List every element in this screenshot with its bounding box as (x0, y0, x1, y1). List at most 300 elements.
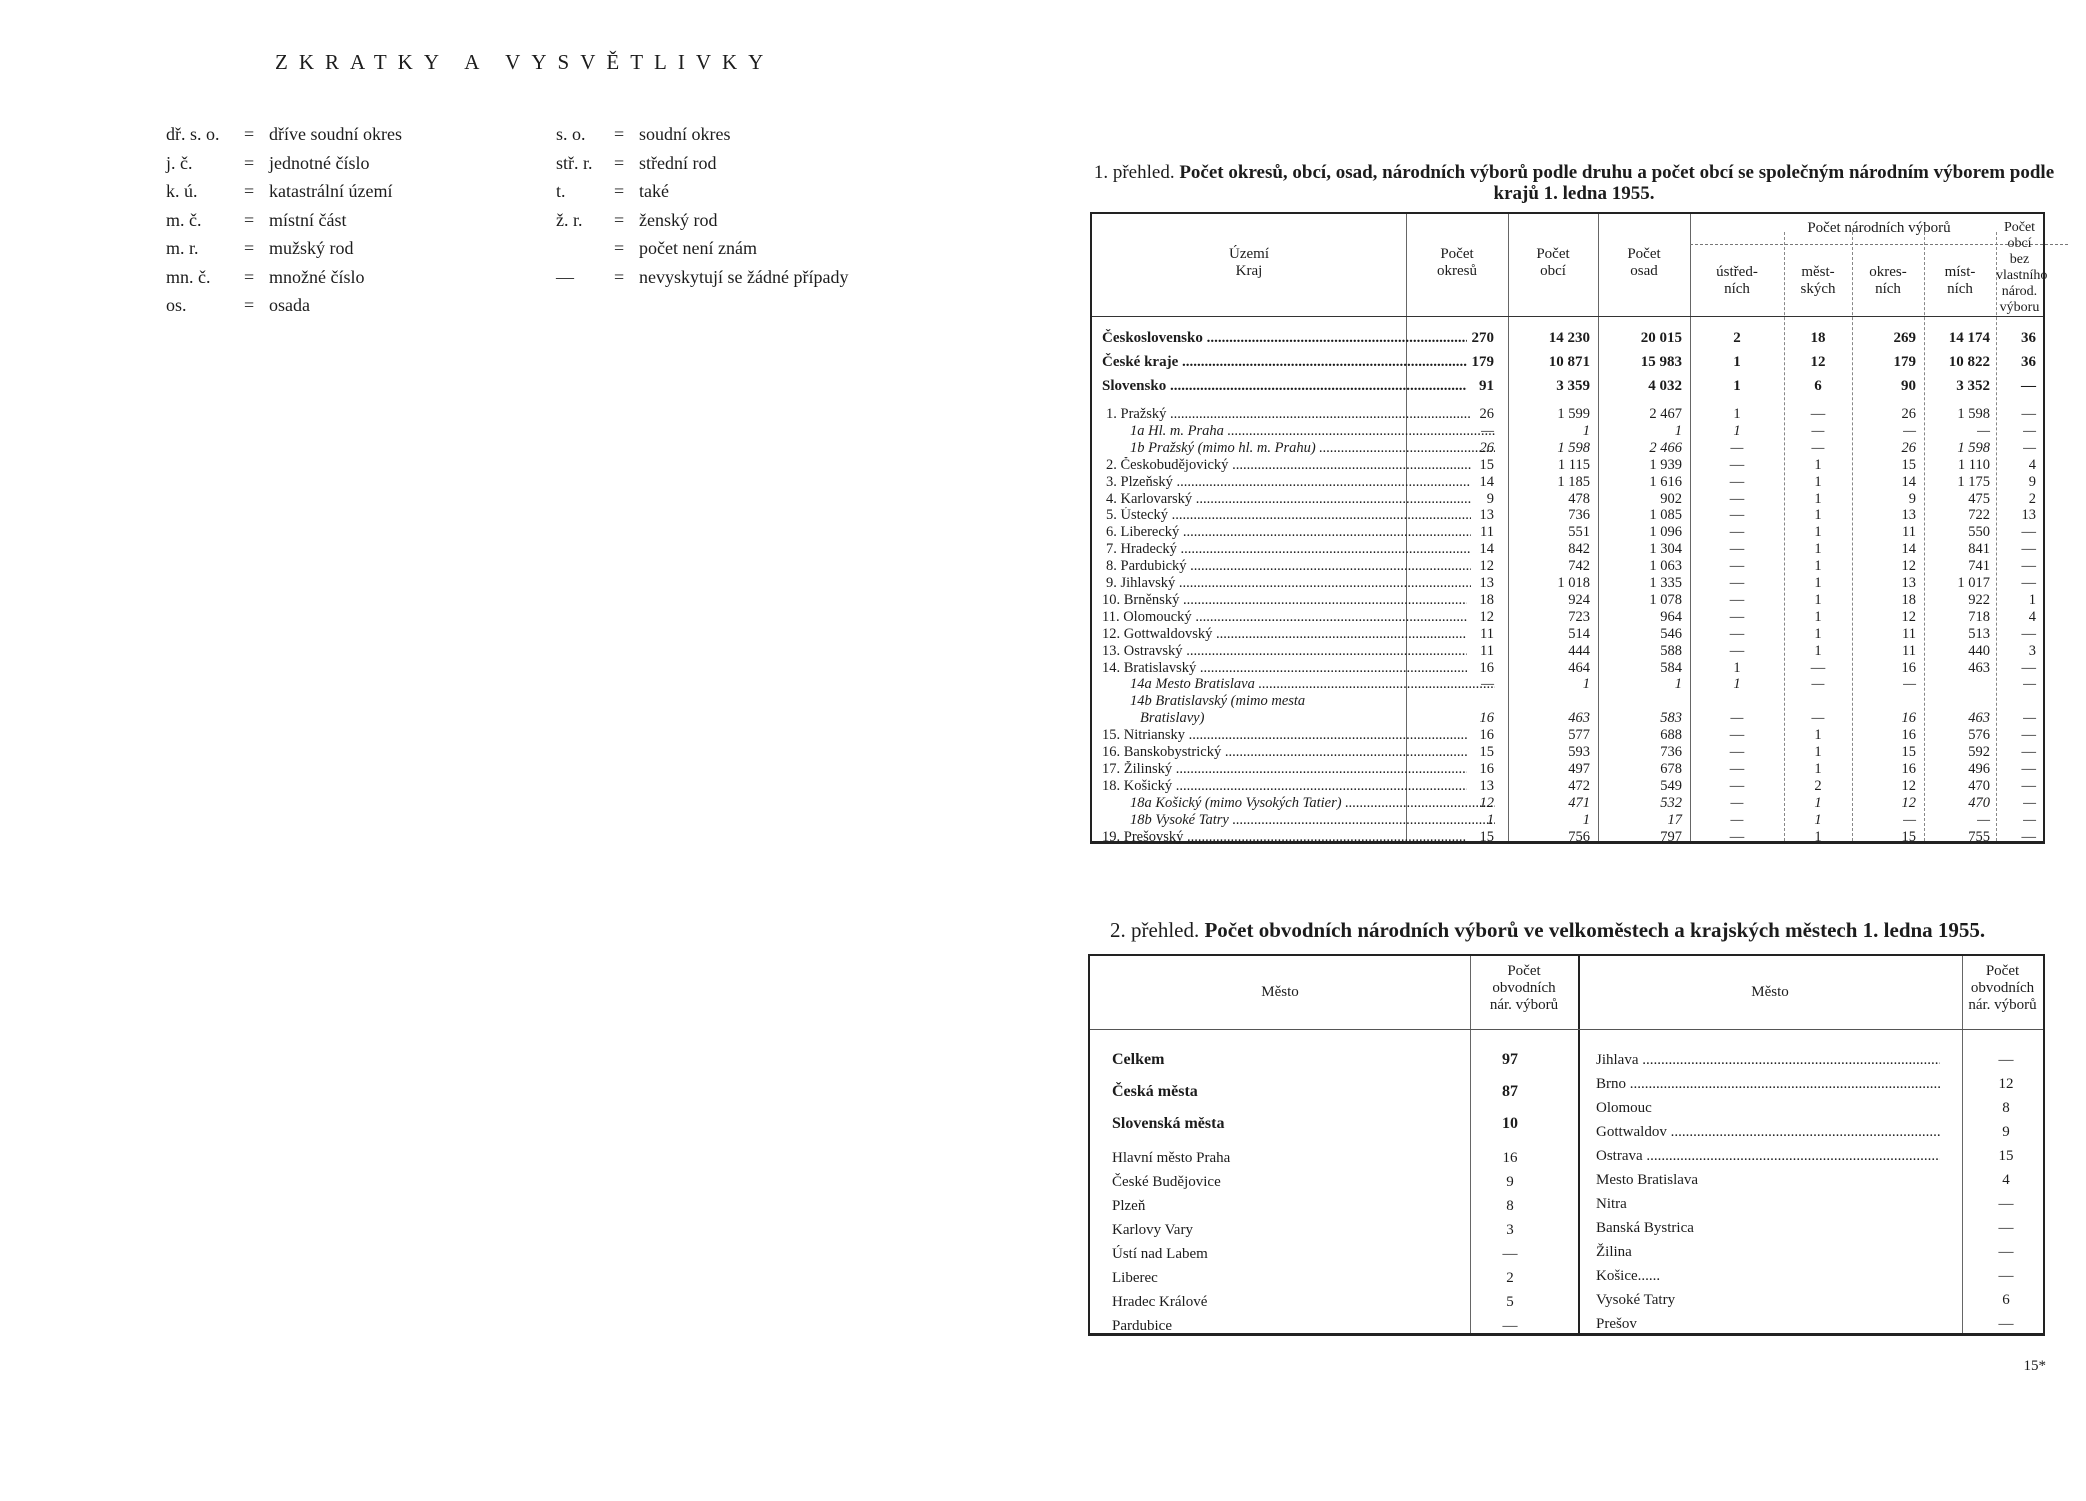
table1-row-local: 741 (1968, 558, 1990, 575)
table1-row-city: 1 (1814, 456, 1822, 473)
abbr-left-meaning: množné číslo (269, 266, 365, 287)
table1-row-central: — (1729, 760, 1745, 777)
table2-city-name: Jihlava ..... (1596, 1048, 1940, 1072)
table2-header-divider (1090, 1029, 2043, 1030)
table1-total-row-no-own: — (2021, 378, 2036, 394)
table1-row-name (1102, 727, 1467, 743)
table2-city-name: Banská Bystrica (1596, 1220, 1694, 1236)
table1-row-label: 7. Hradecký ..... (1106, 541, 1471, 557)
table1-row-local: 513 (1968, 625, 1990, 642)
table1-row-city: 1 (1814, 625, 1822, 642)
table1-total-row-name (1102, 326, 1467, 350)
table1-row-label: 18b Vysoké Tatry ..... (1130, 812, 1495, 828)
table1-row (1092, 693, 2043, 709)
table1-row-no-own: — (2023, 676, 2036, 693)
table1-row-district-nv: 16 (1901, 659, 1916, 676)
table1-row-settlements: 546 (1660, 625, 1682, 642)
abbr-left-equals: = (244, 266, 255, 287)
table2-right-row (1596, 1312, 2036, 1336)
table1-row-label: 12. Gottwaldovský ..... (1102, 626, 1467, 642)
table1-row-districts: 16 (1479, 710, 1494, 727)
table1-row (1092, 474, 2043, 490)
table1-total-row-label: České kraje ..... (1102, 354, 1467, 370)
table1-row-label: 3. Plzeňský ..... (1106, 474, 1471, 490)
table1-total-row-municipalities: 3 359 (1556, 378, 1590, 394)
table2-city-name: Hradec Králové (1112, 1294, 1208, 1310)
table1-row-local: 1 598 (1957, 439, 1990, 456)
table1-row-central: — (1729, 744, 1745, 760)
table1-row-name (1102, 744, 1467, 760)
table2-column-divider (1578, 956, 1580, 1333)
abbr-right-row (556, 206, 1016, 234)
table2-city-count: — (1998, 1052, 2014, 1068)
table1-row-central: — (1729, 625, 1745, 642)
table1-row (1092, 761, 2043, 777)
table1-row-municipalities: 577 (1568, 727, 1590, 744)
table2-city-count: — (1998, 1244, 2014, 1260)
table1-row-district-nv: 12 (1901, 777, 1916, 794)
table1-row-settlements: 678 (1660, 760, 1682, 777)
table1-row-label: 19. Prešovský ..... (1102, 829, 1467, 845)
abbr-left-equals: = (244, 238, 255, 258)
table2-right-row (1596, 1264, 2036, 1288)
table1-header-central: ústřed- ních (1716, 264, 1758, 297)
table1-row (1092, 643, 2043, 659)
table1-row-local: 440 (1968, 642, 1990, 659)
abbr-right-meaning: také (639, 181, 669, 201)
table1-total-row-settlements: 4 032 (1648, 378, 1682, 394)
table2-header-city-right: Město (1751, 984, 1789, 1000)
table1-row-city: 1 (1814, 541, 1822, 558)
table1-total-row-label: Československo ..... (1102, 330, 1467, 346)
table1-row-district-nv: — (1903, 422, 1916, 439)
table1-row-local: 1 110 (1957, 456, 1990, 473)
table1-total-row-no-own: 36 (2021, 354, 2036, 370)
table1-row-settlements: 1 616 (1649, 473, 1682, 490)
table1-row-municipalities: 756 (1568, 828, 1590, 845)
abbr-right-abbr: ž. r. (556, 209, 583, 230)
abbr-right-equals: = (614, 181, 625, 201)
table1-row-districts: 15 (1479, 456, 1494, 473)
table2-city-count: — (1502, 1246, 1518, 1262)
table1-total-row-central: 1 (1733, 378, 1741, 394)
table1-row-settlements: 688 (1660, 727, 1682, 744)
table1-row (1092, 491, 2043, 507)
table1-row-municipalities: 1 115 (1557, 456, 1590, 473)
abbr-left-row (166, 291, 626, 319)
table1-row-districts: 16 (1479, 760, 1494, 777)
table1-total-row-districts: 270 (1471, 330, 1494, 346)
table2-city-count: 5 (1506, 1294, 1514, 1310)
table1-row-district-nv: 14 (1901, 473, 1916, 490)
table2-city-name: Nitra (1596, 1196, 1627, 1212)
table1-row-label: 10. Brněnský ..... (1102, 592, 1467, 608)
table1-row-municipalities: 736 (1568, 507, 1590, 524)
table1-total-row-local: 3 352 (1956, 378, 1990, 394)
table2-left-row (1112, 1290, 1572, 1314)
table1-row-central: — (1729, 642, 1745, 659)
table1-row (1092, 507, 2043, 523)
table1-total-row-central: 2 (1733, 330, 1741, 346)
abbr-right-row (556, 234, 1016, 262)
table1-row (1092, 541, 2043, 557)
table2-city-count: 16 (1502, 1150, 1518, 1166)
table1-header-municipalities: Počet obcí (1536, 246, 1570, 279)
table1-row-name (1102, 626, 1467, 642)
table2-city-name: Liberec (1112, 1270, 1158, 1286)
table1-row-name (1102, 761, 1467, 777)
table1-row-central: — (1730, 811, 1744, 828)
table1-row-district-nv: 12 (1901, 558, 1916, 575)
table1-row-label: 17. Žilinský ..... (1102, 761, 1467, 777)
table1-header-nv-group: Počet národních výborů (1807, 220, 1951, 236)
table2-city-name: Žilina (1596, 1244, 1632, 1260)
table1-row (1092, 440, 2043, 456)
table1-row-no-own: — (2021, 744, 2036, 760)
abbr-left-equals: = (244, 124, 255, 144)
table1-row-city: — (1811, 422, 1825, 439)
table1-row-local: — (1977, 811, 1990, 828)
table1-row-local: 592 (1968, 744, 1990, 760)
table1-header-territory: Území Kraj (1229, 246, 1269, 279)
table1-row-settlements: 2 466 (1649, 439, 1682, 456)
table2-right-row (1596, 1168, 2036, 1192)
table1-row-city: — (1811, 676, 1825, 693)
table1-total-row (1092, 374, 2043, 398)
table1-row-local: 475 (1968, 490, 1990, 507)
table1-row-label: 4. Karlovarský ..... (1106, 491, 1471, 507)
table1-row-settlements: 17 (1667, 811, 1682, 828)
table1-row-municipalities: 742 (1568, 558, 1590, 575)
table2-right-row (1596, 1216, 2036, 1240)
table1-row (1092, 829, 2043, 845)
table1-row-settlements: 964 (1660, 608, 1682, 625)
table1-caption-prefix: 1. přehled. (1093, 162, 1175, 183)
abbr-right-meaning: počet není znám (639, 238, 757, 258)
table1-row-districts: 13 (1479, 575, 1494, 591)
table2-city-count: 4 (2002, 1172, 2010, 1188)
table1-row-city: 1 (1814, 760, 1822, 777)
table1-row (1092, 609, 2043, 625)
table1-row-central: 1 (1733, 676, 1741, 693)
table1-header-districts: Počet okresů (1437, 246, 1477, 279)
table1-row-central: — (1730, 710, 1744, 727)
table1-row-no-own: 9 (2028, 473, 2036, 490)
table2-city-name: Ústí nad Labem (1112, 1246, 1208, 1262)
abbr-right-equals: = (614, 209, 625, 230)
table1-row-municipalities: 1 599 (1557, 406, 1590, 422)
table1-header-local: míst- ních (1944, 264, 1976, 297)
table2-left-row (1112, 1112, 1572, 1136)
table1-row-local: 755 (1968, 828, 1990, 845)
table1-row-district-nv: 13 (1901, 575, 1916, 591)
table2-left-row (1112, 1242, 1572, 1266)
table1-total-row-districts: 91 (1479, 378, 1494, 394)
table2-city-count: 8 (2002, 1100, 2010, 1116)
table2-right-row (1596, 1072, 2036, 1096)
abbr-left-meaning: osada (269, 295, 310, 315)
table1-total-row-local: 10 822 (1948, 354, 1990, 370)
table1-row-label: 14. Bratislavský ..... (1102, 660, 1467, 676)
table1-row-settlements: 1 335 (1649, 575, 1682, 591)
table1-row (1092, 660, 2043, 676)
table1-row-central: — (1729, 591, 1745, 608)
table1-row-central: — (1729, 490, 1745, 507)
table1-header-city: měst- ských (1800, 264, 1836, 297)
table1-row-label: 15. Nitriansky ..... (1102, 727, 1467, 743)
table1-row-municipalities: 924 (1568, 591, 1590, 608)
table2-city-name: Karlovy Vary (1112, 1222, 1193, 1238)
table1-row-local: 1 175 (1957, 473, 1990, 490)
table1-row-settlements: 1 304 (1649, 541, 1682, 558)
table1-row-central: — (1729, 727, 1745, 744)
table1-row-settlements: 583 (1660, 710, 1682, 727)
table1-row-no-own: — (2021, 575, 2036, 591)
table1-row-settlements: 797 (1660, 828, 1682, 845)
table2-caption-prefix: 2. přehled. (1110, 918, 1200, 942)
table2-city-count: 9 (2002, 1124, 2010, 1140)
table1-total-row-city: 12 (1810, 354, 1826, 370)
table1-total-row (1092, 350, 2043, 374)
table1-row-central: — (1729, 541, 1745, 558)
table1-row-label: 16. Banskobystrický ..... (1102, 744, 1467, 760)
table1-row-municipalities: 471 (1568, 794, 1590, 811)
table1-row-central: 1 (1733, 422, 1741, 439)
table1-total-row-local: 14 174 (1948, 330, 1990, 346)
table2 (1088, 954, 2045, 1336)
table1-row-municipalities: 463 (1568, 710, 1590, 727)
table1-row-local: 470 (1968, 777, 1990, 794)
table1-row-districts: 13 (1479, 777, 1494, 794)
table1-row-label: 2. Českobudějovický ..... (1106, 457, 1471, 473)
table1-row (1092, 558, 2043, 574)
table1-row-municipalities: 514 (1568, 625, 1590, 642)
table2-header-count-left: Počet obvodních nár. výborů (1489, 963, 1559, 1013)
table1-row-local: 1 598 (1957, 406, 1990, 422)
table2-right-row (1596, 1096, 2036, 1120)
table1-row-no-own: — (2021, 406, 2036, 422)
table1-row-districts: 14 (1479, 541, 1494, 558)
table1-row-district-nv: 15 (1901, 456, 1916, 473)
table1-row-settlements: 1 939 (1649, 456, 1682, 473)
table2-left-row (1112, 1170, 1572, 1194)
abbr-right-abbr: — (556, 266, 574, 287)
table1-row-districts: 26 (1479, 406, 1494, 422)
table2-city-name: Celkem (1112, 1051, 1165, 1068)
table2-city-count: 9 (1506, 1174, 1514, 1190)
table1-row-municipalities: 593 (1568, 744, 1590, 760)
table1-row-district-nv: 15 (1901, 744, 1916, 760)
table1-row-city: 1 (1814, 558, 1822, 575)
table1-row-label: 1. Pražský ..... (1106, 406, 1471, 422)
table1-row (1092, 575, 2043, 591)
abbr-right-meaning: nevyskytují se žádné případy (639, 266, 849, 287)
table1-row (1092, 710, 2043, 726)
table1-row (1092, 744, 2043, 760)
table2-city-name: Česká města (1112, 1083, 1198, 1100)
table1-row-district-nv: 26 (1901, 439, 1916, 456)
table1-row-name (1102, 643, 1467, 659)
table1-row-districts: 26 (1479, 439, 1494, 456)
table1-total-row (1092, 326, 2043, 350)
table1-row-settlements: 532 (1660, 794, 1682, 811)
table1-row-local: 922 (1968, 591, 1990, 608)
table1-row (1092, 592, 2043, 608)
table1-row-city: 1 (1814, 828, 1822, 845)
table1-row-no-own: — (2021, 659, 2036, 676)
table2-right-row (1596, 1120, 2036, 1144)
table1-row-label: 18a Košický (mimo Vysokých Tatier) ..... (1130, 795, 1495, 811)
table1-row-label: 6. Liberecký ..... (1106, 524, 1471, 540)
table2-city-name: Mesto Bratislava (1596, 1172, 1699, 1188)
table1-row-city: 1 (1814, 524, 1822, 541)
table1-row-central: — (1729, 608, 1745, 625)
table2-left-row (1112, 1266, 1572, 1290)
table1-row-city: 1 (1814, 794, 1822, 811)
table1-row (1092, 812, 2043, 828)
table1-total-row-city: 6 (1814, 378, 1822, 394)
table1-row-name (1102, 592, 1467, 608)
table1-row-city: 1 (1814, 591, 1822, 608)
table1-row-city: 1 (1814, 490, 1822, 507)
abbr-left-meaning: jednotné číslo (269, 152, 370, 173)
table1-row-districts: 12 (1479, 558, 1494, 575)
table1-row (1092, 524, 2043, 540)
abbr-right-equals: = (614, 124, 625, 144)
table1-row-settlements: 588 (1660, 642, 1682, 659)
table1-row-city: — (1811, 710, 1825, 727)
table2-city-count: — (1998, 1196, 2014, 1212)
abbr-left-equals: = (244, 181, 255, 201)
table1-row-settlements: 1 085 (1649, 507, 1682, 524)
table1-row-municipalities: 1 598 (1557, 439, 1590, 456)
table1-row-no-own: — (2021, 727, 2036, 744)
table2-city-name: Brno ..... (1596, 1072, 1940, 1096)
table1-row-no-own: — (2021, 777, 2036, 794)
table1-total-row-settlements: 20 015 (1640, 330, 1682, 346)
table1-row-district-nv: — (1903, 676, 1916, 693)
table1-row-city: 1 (1814, 507, 1822, 524)
table1-row-central: 1 (1733, 406, 1741, 422)
table1-row-local: 463 (1968, 710, 1990, 727)
table1-row-local: 496 (1968, 760, 1990, 777)
table1-total-row-no-own: 36 (2021, 330, 2036, 346)
table1-row-no-own: — (2023, 794, 2036, 811)
table1-row-label: 1b Pražský (mimo hl. m. Prahu) ..... (1130, 440, 1495, 456)
table1-header-divider (1092, 316, 2043, 317)
table1-row-districts: 12 (1479, 608, 1494, 625)
table1-row-districts: 1 (1486, 811, 1494, 828)
table1-row-settlements: 549 (1660, 777, 1682, 794)
table1-row-settlements: 584 (1660, 659, 1682, 676)
table1-row-name (1102, 609, 1467, 625)
table1-row-municipalities: 1 (1582, 676, 1590, 693)
abbr-left-meaning: dříve soudní okres (269, 124, 402, 144)
table1-row-no-own: 4 (2028, 456, 2036, 473)
table1-total-row-municipalities: 10 871 (1548, 354, 1590, 370)
table2-city-name: Slovenská města (1112, 1115, 1225, 1132)
table1-row-municipalities: 464 (1568, 659, 1590, 676)
table1-row-local: 718 (1968, 608, 1990, 625)
table1-row-central: — (1730, 439, 1744, 456)
table2-city-name: Košice...... (1596, 1268, 1661, 1284)
table1-row-settlements: 902 (1660, 490, 1682, 507)
abbr-right-meaning: soudní okres (639, 124, 731, 144)
table1-row-no-own: 4 (2028, 608, 2036, 625)
table1-row-name (1102, 829, 1467, 845)
table1-row-district-nv: 11 (1902, 524, 1916, 541)
abbr-left-meaning: katastrální území (269, 181, 393, 201)
table1-row-no-own: 3 (2028, 642, 2036, 659)
table1-row-districts: 16 (1479, 727, 1494, 744)
abbr-left-abbr: k. ú. (166, 181, 198, 201)
abbr-right-equals: = (614, 266, 625, 287)
abbr-right-meaning: střední rod (639, 152, 717, 173)
table1-row-no-own: — (2023, 439, 2036, 456)
table1-total-row-municipalities: 14 230 (1548, 330, 1590, 346)
table2-city-count: — (1998, 1268, 2014, 1284)
table2-caption (1110, 918, 1985, 943)
abbr-left-abbr: m. č. (166, 209, 202, 230)
abbr-right-equals: = (614, 152, 625, 173)
table1-row-no-own: 2 (2028, 490, 2036, 507)
page-title: ZKRATKY A VYSVĚTLIVKY (275, 50, 775, 74)
table1-row (1092, 676, 2043, 692)
table1-row-name (1102, 660, 1467, 676)
abbr-left-abbr: dř. s. o. (166, 124, 220, 144)
table1-row-label: 9. Jihlavský ..... (1106, 575, 1471, 591)
table1-row-municipalities: 1 (1582, 422, 1590, 439)
table2-city-count: 97 (1502, 1051, 1518, 1068)
table1-row-label: 1a Hl. m. Praha ..... (1130, 423, 1495, 439)
table1-row (1092, 626, 2043, 642)
page-number: 15* (2023, 1358, 2046, 1374)
table1-row-local: 1 017 (1957, 575, 1990, 591)
table1-header-settlements: Počet osad (1627, 246, 1661, 279)
table1-total-row-district-nv: 179 (1893, 354, 1916, 370)
table1-row-label: Bratislavy) (1140, 710, 1205, 727)
table1-row (1092, 795, 2043, 811)
table2-left-row (1112, 1218, 1572, 1242)
table2-caption-title: Počet obvodních národních výborů ve velkoměstech a krajských městech 1. ledna 1955. (1204, 918, 1986, 942)
table1-row-central: — (1729, 558, 1745, 575)
table1-row-local: 722 (1968, 507, 1990, 524)
table1-row-municipalities: 842 (1568, 541, 1590, 558)
table2-city-count: 3 (1506, 1222, 1514, 1238)
table1-row-local: 550 (1968, 524, 1990, 541)
table1-row (1092, 778, 2043, 794)
table1-row-city: 1 (1814, 727, 1822, 744)
table2-city-name: Plzeň (1112, 1198, 1146, 1214)
table1-header-no-own: Počet obcí bez vlastního národ. výboru (1996, 220, 2048, 315)
abbr-left-equals: = (244, 295, 255, 315)
table1-row-districts: 18 (1479, 591, 1494, 608)
table1-row-no-own: 13 (2021, 507, 2036, 524)
table1-row-districts: 15 (1479, 828, 1494, 845)
table1-row-city: — (1810, 659, 1826, 676)
table1-row-districts: 9 (1486, 490, 1494, 507)
table1-row-municipalities: 478 (1568, 490, 1590, 507)
table1-row-district-nv: 16 (1901, 710, 1916, 727)
table1-row (1092, 457, 2043, 473)
table2-left-row (1112, 1048, 1572, 1072)
table1-row-municipalities: 1 (1582, 811, 1590, 828)
table1-row-districts: 16 (1479, 659, 1494, 676)
abbr-left-equals: = (244, 152, 255, 173)
table2-city-count: 8 (1506, 1198, 1514, 1214)
table1-row (1092, 727, 2043, 743)
table1-row-settlements: 736 (1660, 744, 1682, 760)
